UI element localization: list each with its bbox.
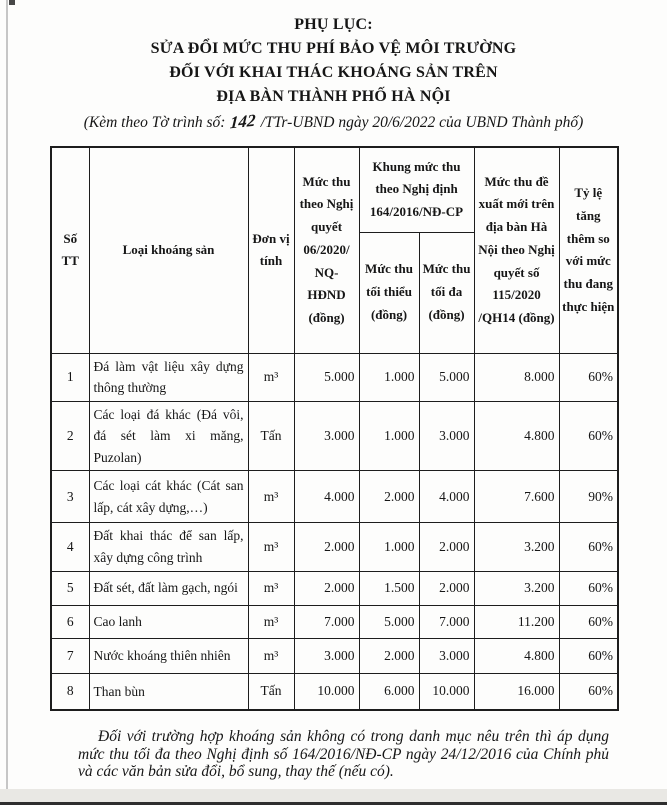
appendix-label: PHỤ LỤC: <box>294 16 373 33</box>
min-fee-cell: 2.000 <box>359 471 419 523</box>
mineral-name-cell: Các loại đá khác (Đá vôi, đá sét làm xi măng, Puzolan) <box>89 401 248 471</box>
proposed-fee-cell: 3.200 <box>474 523 559 571</box>
unit-cell: m³ <box>248 571 294 605</box>
proposed-fee-cell: 16.000 <box>474 673 559 710</box>
increase-pct-cell: 60% <box>559 638 618 673</box>
document-title-line-2: ĐỐI VỚI KHAI THÁC KHOÁNG SẢN TRÊN <box>169 64 498 81</box>
col-header-fee-frame-group: Khung mức thu theo Nghị định 164/2016/NĐ-CP <box>359 147 474 232</box>
proposed-fee-cell: 11.200 <box>474 605 559 638</box>
row-number-cell: 2 <box>51 401 89 471</box>
col-header-unit: Đơn vị tính <box>248 147 294 353</box>
row-number-cell: 3 <box>51 471 89 523</box>
subtitle-suffix: /TTr-UBND ngày 20/6/2022 của UBND Thành phố) <box>260 114 584 131</box>
proposed-fee-cell: 7.600 <box>474 471 559 523</box>
mineral-name-cell: Nước khoáng thiên nhiên <box>89 638 248 673</box>
max-fee-cell: 7.000 <box>419 605 474 638</box>
increase-pct-cell: 60% <box>559 401 618 471</box>
scan-left-edge-artifact <box>6 0 8 789</box>
header-row-top <box>51 147 618 232</box>
proposed-fee-cell: 4.800 <box>474 638 559 673</box>
col-header-nq06-fee: Mức thu theo Nghị quyết 06/2020/ NQ-HĐND (đồng) <box>294 147 359 353</box>
nq06-fee-cell: 5.000 <box>294 353 359 401</box>
nq06-fee-cell: 2.000 <box>294 523 359 571</box>
table-row <box>51 638 618 673</box>
max-fee-cell: 10.000 <box>419 673 474 710</box>
min-fee-cell: 1.000 <box>359 353 419 401</box>
col-header-min-fee: Mức thu tối thiểu (đồng) <box>359 232 419 353</box>
row-number-cell: 1 <box>51 353 89 401</box>
col-header-max-fee: Mức thu tối đa (đồng) <box>419 232 474 353</box>
col-header-mineral-type: Loại khoáng sản <box>89 147 248 353</box>
max-fee-cell: 2.000 <box>419 571 474 605</box>
proposed-fee-cell: 3.200 <box>474 571 559 605</box>
unit-cell: m³ <box>248 523 294 571</box>
max-fee-cell: 5.000 <box>419 353 474 401</box>
col-header-increase-pct: Tỷ lệ tăng thêm so với mức thu đang thực hiện <box>559 147 618 353</box>
table-row <box>51 523 618 571</box>
document-header <box>0 0 667 134</box>
nq06-fee-cell: 4.000 <box>294 471 359 523</box>
unit-cell: m³ <box>248 605 294 638</box>
footer-note: Đối với trường hợp khoáng sản không có trong danh mục nêu trên thì áp dụng mức thu tối đa theo Nghị định số 164/2016/NĐ-CP ngày 24/12/2016 của Chính phủ và các văn bản sửa đổi, bổ sung, thay thế (nếu có). <box>78 728 609 781</box>
increase-pct-cell: 60% <box>559 571 618 605</box>
nq06-fee-cell: 3.000 <box>294 638 359 673</box>
row-number-cell: 7 <box>51 638 89 673</box>
nq06-fee-cell: 2.000 <box>294 571 359 605</box>
document-subtitle <box>0 110 667 134</box>
scan-top-mark-artifact <box>9 0 15 5</box>
table-row <box>51 401 618 471</box>
mineral-name-cell: Đá làm vật liệu xây dựng thông thường <box>89 353 248 401</box>
table-row <box>51 471 618 523</box>
max-fee-cell: 4.000 <box>419 471 474 523</box>
min-fee-cell: 5.000 <box>359 605 419 638</box>
unit-cell: m³ <box>248 353 294 401</box>
mineral-name-cell: Than bùn <box>89 673 248 710</box>
min-fee-cell: 1.000 <box>359 401 419 471</box>
min-fee-cell: 1.000 <box>359 523 419 571</box>
max-fee-cell: 2.000 <box>419 523 474 571</box>
unit-cell: Tấn <box>248 673 294 710</box>
mineral-name-cell: Đất khai thác để san lấp, xây dựng công trình <box>89 523 248 571</box>
max-fee-cell: 3.000 <box>419 638 474 673</box>
nq06-fee-cell: 3.000 <box>294 401 359 471</box>
col-header-stt: Số TT <box>51 147 89 353</box>
proposed-fee-cell: 4.800 <box>474 401 559 471</box>
increase-pct-cell: 90% <box>559 471 618 523</box>
max-fee-cell: 3.000 <box>419 401 474 471</box>
table-row <box>51 353 618 401</box>
row-number-cell: 6 <box>51 605 89 638</box>
proposed-fee-cell: 8.000 <box>474 353 559 401</box>
mineral-name-cell: Đất sét, đất làm gạch, ngói <box>89 571 248 605</box>
unit-cell: Tấn <box>248 401 294 471</box>
mineral-name-cell: Cao lanh <box>89 605 248 638</box>
increase-pct-cell: 60% <box>559 353 618 401</box>
unit-cell: m³ <box>248 638 294 673</box>
min-fee-cell: 1.500 <box>359 571 419 605</box>
min-fee-cell: 2.000 <box>359 638 419 673</box>
increase-pct-cell: 60% <box>559 523 618 571</box>
row-number-cell: 8 <box>51 673 89 710</box>
handwritten-document-number: 142 <box>229 110 257 133</box>
nq06-fee-cell: 10.000 <box>294 673 359 710</box>
document-title-line-3: ĐỊA BÀN THÀNH PHỐ HÀ NỘI <box>216 88 451 105</box>
increase-pct-cell: 60% <box>559 673 618 710</box>
document-title-line-1: SỬA ĐỔI MỨC THU PHÍ BẢO VỆ MÔI TRƯỜNG <box>150 40 517 57</box>
table-row <box>51 605 618 638</box>
nq06-fee-cell: 7.000 <box>294 605 359 638</box>
min-fee-cell: 6.000 <box>359 673 419 710</box>
col-header-proposed-fee: Mức thu đề xuất mới trên địa bàn Hà Nội theo Nghị quyết số 115/2020 /QH14 (đồng) <box>474 147 559 353</box>
increase-pct-cell: 60% <box>559 605 618 638</box>
subtitle-prefix: (Kèm theo Tờ trình số: <box>83 114 226 131</box>
mineral-fee-table <box>50 146 619 711</box>
row-number-cell: 5 <box>51 571 89 605</box>
row-number-cell: 4 <box>51 523 89 571</box>
table-row <box>51 673 618 710</box>
mineral-name-cell: Các loại cát khác (Cát san lấp, cát xây dựng,…) <box>89 471 248 523</box>
table-row <box>51 571 618 605</box>
unit-cell: m³ <box>248 471 294 523</box>
